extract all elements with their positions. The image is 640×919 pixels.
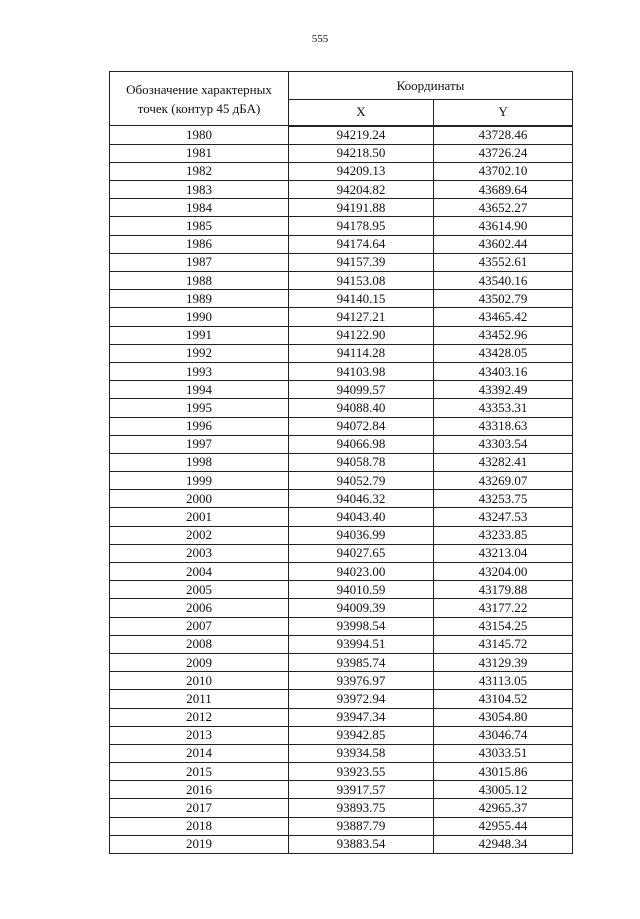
x-coordinate-cell: 94153.08 xyxy=(289,272,434,290)
x-coordinate-cell: 93934.58 xyxy=(289,744,434,762)
table-row xyxy=(110,690,573,708)
x-coordinate-cell: 94209.13 xyxy=(289,162,434,180)
x-coordinate-cell: 93998.54 xyxy=(289,617,434,635)
point-id-cell: 1983 xyxy=(110,181,289,199)
point-id-cell: 1981 xyxy=(110,144,289,162)
x-coordinate-cell: 94122.90 xyxy=(289,326,434,344)
x-coordinate-cell: 93942.85 xyxy=(289,726,434,744)
point-id-cell: 2007 xyxy=(110,617,289,635)
y-coordinate-cell: 43269.07 xyxy=(434,472,573,490)
x-coordinate-cell: 94178.95 xyxy=(289,217,434,235)
table-row xyxy=(110,435,573,453)
point-id-cell: 2001 xyxy=(110,508,289,526)
x-coordinate-cell: 94088.40 xyxy=(289,399,434,417)
point-id-cell: 1986 xyxy=(110,235,289,253)
table-row xyxy=(110,708,573,726)
table-row xyxy=(110,817,573,835)
table-row xyxy=(110,162,573,180)
x-coordinate-cell: 94010.59 xyxy=(289,581,434,599)
x-coordinate-cell: 94046.32 xyxy=(289,490,434,508)
table-row xyxy=(110,399,573,417)
y-coordinate-cell: 43005.12 xyxy=(434,781,573,799)
x-coordinate-cell: 93985.74 xyxy=(289,653,434,671)
y-coordinate-cell: 43213.04 xyxy=(434,544,573,562)
point-id-cell: 2015 xyxy=(110,763,289,781)
x-coordinate-cell: 93994.51 xyxy=(289,635,434,653)
point-id-cell: 2009 xyxy=(110,653,289,671)
x-coordinate-cell: 93917.57 xyxy=(289,781,434,799)
y-coordinate-cell: 43054.80 xyxy=(434,708,573,726)
x-coordinate-cell: 94058.78 xyxy=(289,453,434,471)
point-id-cell: 2016 xyxy=(110,781,289,799)
table-body xyxy=(110,126,573,854)
y-coordinate-cell: 43033.51 xyxy=(434,744,573,762)
x-coordinate-cell: 94043.40 xyxy=(289,508,434,526)
x-coordinate-cell: 94072.84 xyxy=(289,417,434,435)
x-coordinate-cell: 94174.64 xyxy=(289,235,434,253)
x-coordinate-cell: 93972.94 xyxy=(289,690,434,708)
table-row xyxy=(110,381,573,399)
x-coordinate-cell: 94218.50 xyxy=(289,144,434,162)
x-coordinate-cell: 93887.79 xyxy=(289,817,434,835)
y-coordinate-cell: 43689.64 xyxy=(434,181,573,199)
y-coordinate-cell: 43015.86 xyxy=(434,763,573,781)
y-coordinate-cell: 43179.88 xyxy=(434,581,573,599)
table-row xyxy=(110,744,573,762)
x-column-header: X xyxy=(289,100,434,126)
point-id-cell: 1998 xyxy=(110,453,289,471)
y-coordinate-cell: 42955.44 xyxy=(434,817,573,835)
table-row xyxy=(110,217,573,235)
y-coordinate-cell: 43392.49 xyxy=(434,381,573,399)
x-coordinate-cell: 94140.15 xyxy=(289,290,434,308)
point-id-cell: 1989 xyxy=(110,290,289,308)
point-id-cell: 2011 xyxy=(110,690,289,708)
y-coordinate-cell: 43253.75 xyxy=(434,490,573,508)
y-coordinate-cell: 43652.27 xyxy=(434,199,573,217)
table-row xyxy=(110,763,573,781)
coordinates-table xyxy=(109,71,573,854)
y-coordinate-cell: 43318.63 xyxy=(434,417,573,435)
table-row xyxy=(110,835,573,853)
table-row xyxy=(110,308,573,326)
coordinates-header: Координаты xyxy=(289,72,573,100)
table-row xyxy=(110,235,573,253)
x-coordinate-cell: 93883.54 xyxy=(289,835,434,853)
point-id-cell: 1987 xyxy=(110,253,289,271)
table-row xyxy=(110,472,573,490)
table-row xyxy=(110,617,573,635)
point-id-cell: 2004 xyxy=(110,563,289,581)
y-column-header: Y xyxy=(434,100,573,126)
table-row xyxy=(110,544,573,562)
table-row xyxy=(110,126,573,145)
point-id-cell: 1996 xyxy=(110,417,289,435)
y-coordinate-cell: 43129.39 xyxy=(434,653,573,671)
table-row xyxy=(110,563,573,581)
table-row xyxy=(110,799,573,817)
x-coordinate-cell: 94027.65 xyxy=(289,544,434,562)
point-id-cell: 1991 xyxy=(110,326,289,344)
y-coordinate-cell: 43540.16 xyxy=(434,272,573,290)
point-id-cell: 2013 xyxy=(110,726,289,744)
y-coordinate-cell: 43353.31 xyxy=(434,399,573,417)
y-coordinate-cell: 43282.41 xyxy=(434,453,573,471)
x-coordinate-cell: 94066.98 xyxy=(289,435,434,453)
table-row xyxy=(110,144,573,162)
x-coordinate-cell: 94157.39 xyxy=(289,253,434,271)
y-coordinate-cell: 43552.61 xyxy=(434,253,573,271)
table-row xyxy=(110,581,573,599)
x-coordinate-cell: 94191.88 xyxy=(289,199,434,217)
y-coordinate-cell: 43104.52 xyxy=(434,690,573,708)
x-coordinate-cell: 94036.99 xyxy=(289,526,434,544)
y-coordinate-cell: 43403.16 xyxy=(434,362,573,380)
table-row xyxy=(110,672,573,690)
point-id-cell: 2008 xyxy=(110,635,289,653)
x-coordinate-cell: 93947.34 xyxy=(289,708,434,726)
point-id-cell: 1990 xyxy=(110,308,289,326)
point-id-cell: 1980 xyxy=(110,126,289,145)
table-row xyxy=(110,635,573,653)
point-id-cell: 1997 xyxy=(110,435,289,453)
y-coordinate-cell: 43204.00 xyxy=(434,563,573,581)
y-coordinate-cell: 43428.05 xyxy=(434,344,573,362)
y-coordinate-cell: 43154.25 xyxy=(434,617,573,635)
x-coordinate-cell: 94127.21 xyxy=(289,308,434,326)
y-coordinate-cell: 43113.05 xyxy=(434,672,573,690)
point-id-cell: 2002 xyxy=(110,526,289,544)
y-coordinate-cell: 43502.79 xyxy=(434,290,573,308)
x-coordinate-cell: 94103.98 xyxy=(289,362,434,380)
point-id-cell: 2010 xyxy=(110,672,289,690)
x-coordinate-cell: 94204.82 xyxy=(289,181,434,199)
y-coordinate-cell: 43465.42 xyxy=(434,308,573,326)
point-id-cell: 1999 xyxy=(110,472,289,490)
point-id-cell: 1995 xyxy=(110,399,289,417)
y-coordinate-cell: 43702.10 xyxy=(434,162,573,180)
y-coordinate-cell: 43602.44 xyxy=(434,235,573,253)
point-id-cell: 2014 xyxy=(110,744,289,762)
table-row xyxy=(110,199,573,217)
y-coordinate-cell: 43233.85 xyxy=(434,526,573,544)
point-id-cell: 2019 xyxy=(110,835,289,853)
x-coordinate-cell: 93923.55 xyxy=(289,763,434,781)
table-row xyxy=(110,726,573,744)
table-row xyxy=(110,181,573,199)
table-row xyxy=(110,508,573,526)
y-coordinate-cell: 43247.53 xyxy=(434,508,573,526)
point-designation-header: Обозначение характерных точек (контур 45 дБА) xyxy=(110,72,289,126)
y-coordinate-cell: 43046.74 xyxy=(434,726,573,744)
y-coordinate-cell: 43303.54 xyxy=(434,435,573,453)
point-id-cell: 2017 xyxy=(110,799,289,817)
table-row xyxy=(110,253,573,271)
point-id-cell: 2012 xyxy=(110,708,289,726)
table-row xyxy=(110,599,573,617)
y-coordinate-cell: 43728.46 xyxy=(434,126,573,145)
table-row xyxy=(110,781,573,799)
point-id-cell: 2018 xyxy=(110,817,289,835)
point-id-cell: 2000 xyxy=(110,490,289,508)
table-row xyxy=(110,362,573,380)
table-row xyxy=(110,344,573,362)
point-id-cell: 1988 xyxy=(110,272,289,290)
y-coordinate-cell: 43726.24 xyxy=(434,144,573,162)
point-id-cell: 1984 xyxy=(110,199,289,217)
point-id-cell: 2003 xyxy=(110,544,289,562)
x-coordinate-cell: 94099.57 xyxy=(289,381,434,399)
point-id-cell: 2006 xyxy=(110,599,289,617)
table-row xyxy=(110,526,573,544)
point-id-cell: 1994 xyxy=(110,381,289,399)
y-coordinate-cell: 43614.90 xyxy=(434,217,573,235)
table-row xyxy=(110,490,573,508)
x-coordinate-cell: 94009.39 xyxy=(289,599,434,617)
y-coordinate-cell: 43452.96 xyxy=(434,326,573,344)
table-row xyxy=(110,653,573,671)
table-row xyxy=(110,417,573,435)
x-coordinate-cell: 93893.75 xyxy=(289,799,434,817)
table-header xyxy=(110,72,573,126)
table-row xyxy=(110,326,573,344)
x-coordinate-cell: 94219.24 xyxy=(289,126,434,145)
table-row xyxy=(110,290,573,308)
point-id-cell: 1982 xyxy=(110,162,289,180)
point-id-cell: 1992 xyxy=(110,344,289,362)
point-id-cell: 1985 xyxy=(110,217,289,235)
point-id-cell: 2005 xyxy=(110,581,289,599)
table-row xyxy=(110,272,573,290)
y-coordinate-cell: 42948.34 xyxy=(434,835,573,853)
y-coordinate-cell: 43145.72 xyxy=(434,635,573,653)
x-coordinate-cell: 94052.79 xyxy=(289,472,434,490)
x-coordinate-cell: 94114.28 xyxy=(289,344,434,362)
y-coordinate-cell: 42965.37 xyxy=(434,799,573,817)
point-id-cell: 1993 xyxy=(110,362,289,380)
page-number: 555 xyxy=(311,33,329,45)
table-row xyxy=(110,453,573,471)
x-coordinate-cell: 93976.97 xyxy=(289,672,434,690)
x-coordinate-cell: 94023.00 xyxy=(289,563,434,581)
y-coordinate-cell: 43177.22 xyxy=(434,599,573,617)
